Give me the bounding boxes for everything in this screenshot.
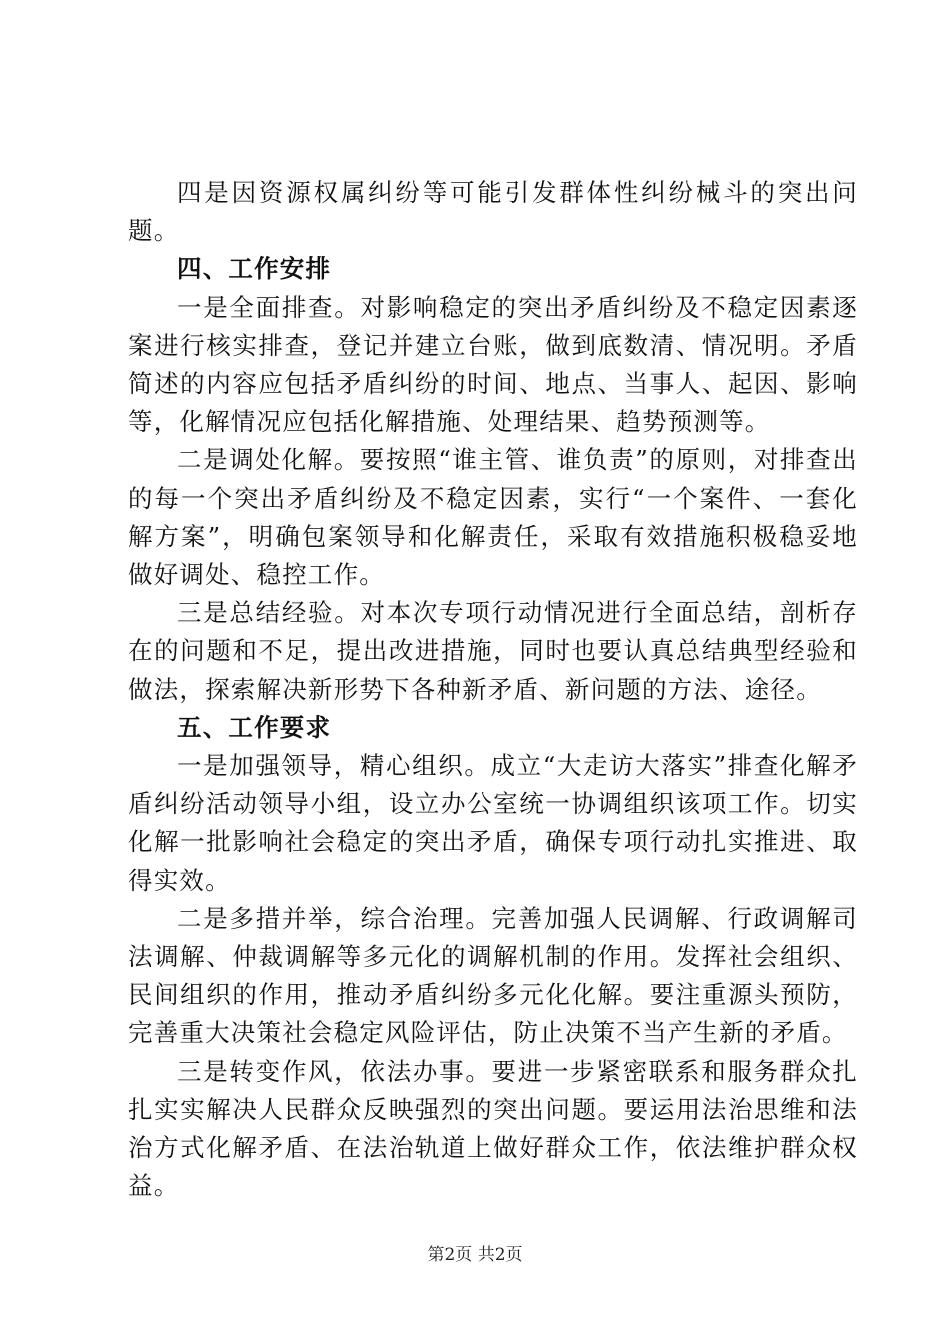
page-number-footer: 第2页 共2页 <box>427 1245 523 1265</box>
paragraph-strengthen-leadership: 一是加强领导，精心组织。成立“大走访大落实”排查化解矛盾纠纷活动领导小组，设立办公室统一协调组织该项工作。切实化解一批影响社会稳定的突出矛盾，确保专项行动扎实推进、取得实效。 <box>128 751 858 895</box>
section-heading-work-arrangement: 四、工作安排 <box>177 254 332 284</box>
document-body <box>128 174 858 1205</box>
paragraph-summarize-experience: 三是总结经验。对本次专项行动情况进行全面总结，剖析存在的问题和不足，提出改进措施，同时也要认真总结典型经验和做法，探索解决新形势下各种新矛盾、新问题的方法、途径。 <box>128 598 858 704</box>
paragraph-mediation-resolution: 二是调处化解。要按照“谁主管、谁负责”的原则，对排查出的每一个突出矛盾纠纷及不稳定因素，实行“一个案件、一套化解方案”，明确包案领导和化解责任，采取有效措施积极稳妥地做好调处、稳控工作。 <box>128 445 858 590</box>
paragraph-comprehensive-investigation: 一是全面排查。对影响稳定的突出矛盾纠纷及不稳定因素逐案进行核实排查，登记并建立台账，做到底数清、情况明。矛盾简述的内容应包括矛盾纠纷的时间、地点、当事人、起因、影响等，化解情况应包括化解措施、处理结果、趋势预测等。 <box>128 292 858 437</box>
section-heading-work-requirements: 五、工作要求 <box>177 712 332 742</box>
paragraph-change-style: 三是转变作风，依法办事。要进一步紧密联系和服务群众扎扎实实解决人民群众反映强烈的突出问题。要运用法治思维和法治方式化解矛盾、在法治轨道上做好群众工作，依法维护群众权益。 <box>128 1056 858 1201</box>
paragraph-multiple-measures: 二是多措并举，综合治理。完善加强人民调解、行政调解司法调解、仲裁调解等多元化的调解机制的作用。发挥社会组织、民间组织的作用，推动矛盾纠纷多元化化解。要注重源头预防，完善重大决策社会稳定风险评估，防止决策不当产生新的矛盾。 <box>128 903 858 1048</box>
paragraph-resource-disputes: 四是因资源权属纠纷等可能引发群体性纠纷械斗的突出问题。 <box>128 178 858 246</box>
